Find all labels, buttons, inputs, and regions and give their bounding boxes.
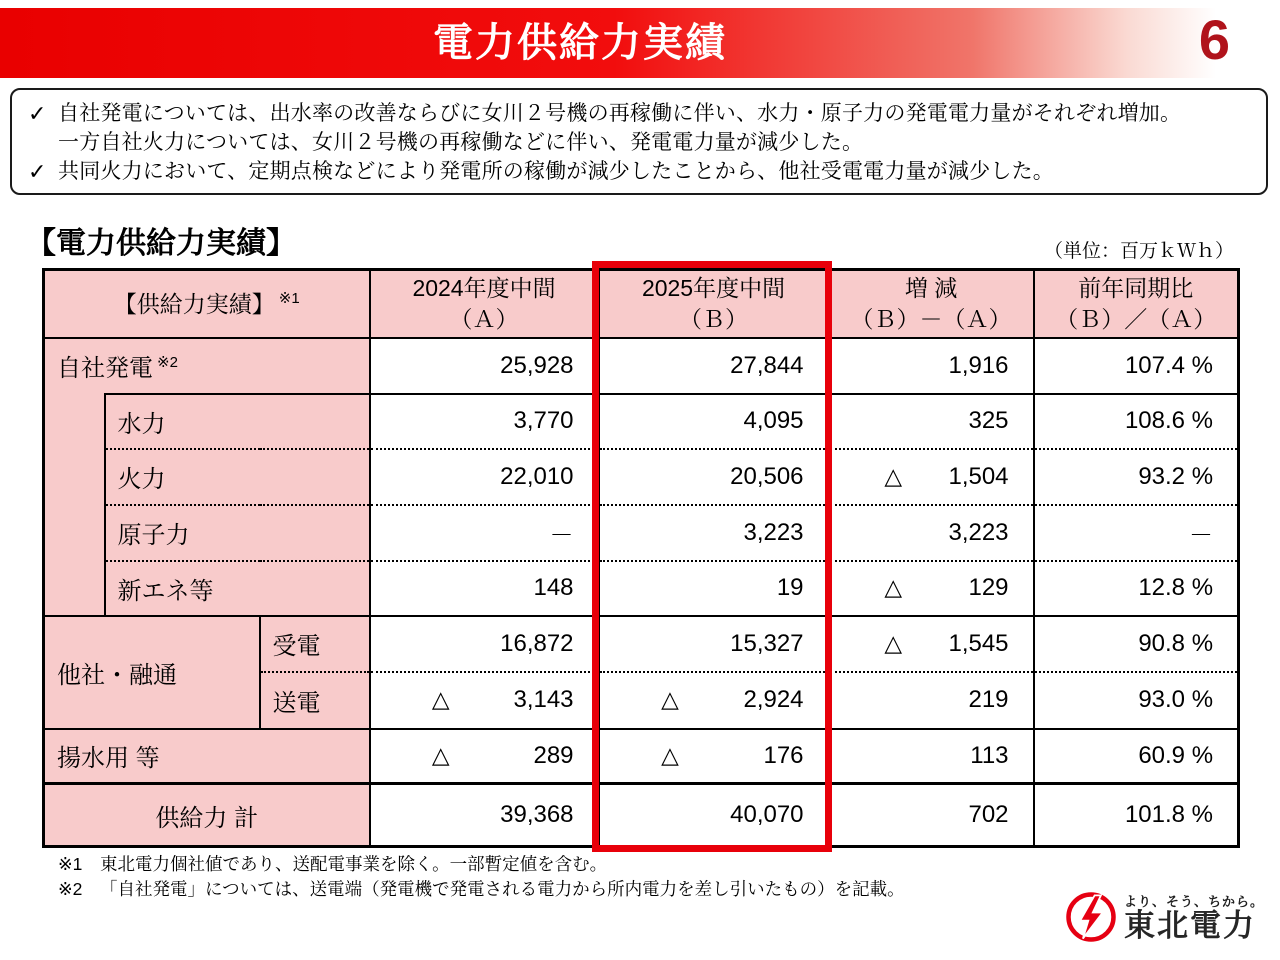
footnote-text: 東北電力個社値であり、送配電事業を除く。一部暫定値を含む。 xyxy=(100,854,608,874)
row-label: 原子力 xyxy=(105,505,370,561)
cell-value: △ 1,545 xyxy=(829,616,1034,672)
footnote-mark: ※2 xyxy=(58,879,83,899)
summary-item xyxy=(28,99,1252,157)
negative-triangle-icon: △ xyxy=(884,462,903,489)
cell-value: 93.2 % xyxy=(1034,449,1239,505)
cell-value: 4,095 xyxy=(599,394,829,449)
row-label: 水力 xyxy=(105,394,370,449)
logo-company-name: 東北電力 xyxy=(1123,908,1256,944)
cell-value: 16,872 xyxy=(370,616,599,672)
header-col-diff: 増 減 （Ｂ）－（Ａ） xyxy=(829,270,1034,338)
cell-value: △ 176 xyxy=(599,729,829,784)
table-total-row xyxy=(44,784,1239,847)
row-label: 自社発電 $^{※2}$ xyxy=(44,338,370,394)
row-group-label: 他社・融通 xyxy=(44,616,260,729)
cell-value: 702 xyxy=(829,784,1034,847)
cell-value: 12.8 % xyxy=(1034,561,1239,616)
row-label: 送電 xyxy=(260,672,370,729)
unit-note: （単位：百万ｋＷｈ） xyxy=(1043,241,1234,262)
row-label: 受電 xyxy=(260,616,370,672)
cell-value: － xyxy=(1034,505,1239,561)
cell-value: 325 xyxy=(829,394,1034,449)
row-label: 火力 xyxy=(105,449,370,505)
negative-triangle-icon: △ xyxy=(661,685,679,712)
cell-value: 113 xyxy=(829,729,1034,784)
footnote xyxy=(58,877,905,902)
company-logo xyxy=(1064,890,1264,944)
cell-value: 15,327 xyxy=(599,616,829,672)
cell-value: 93.0 % xyxy=(1034,672,1239,729)
cell-value: 148 xyxy=(370,561,599,616)
cell-value: － xyxy=(370,505,599,561)
header-col-a: 2024年度中間 （Ａ） xyxy=(370,270,599,338)
summary-text: 自社発電については、出水率の改善ならびに女川２号機の再稼働に伴い、水力・原子力の発電電力量がそれぞれ増加。 xyxy=(58,102,1182,125)
cell-value: △ 3,143 xyxy=(370,672,599,729)
page-title: 電力供給力実績 xyxy=(433,21,727,65)
footnote-ref: ※1 xyxy=(278,289,300,307)
summary-text: 一方自社火力については、女川２号機の再稼働などに伴い、発電電力量が減少した。 xyxy=(58,131,864,154)
negative-triangle-icon: △ xyxy=(431,741,450,768)
table-row xyxy=(44,394,1239,449)
footnote-text: 「自社発電」については、送電端（発電機で発電される電力から所内電力を差し引いたもの）を記載。 xyxy=(100,879,905,899)
cell-value: △ 1,504 xyxy=(829,449,1034,505)
cell-value: 25,928 xyxy=(370,338,599,394)
summary-box xyxy=(10,88,1268,195)
summary-item xyxy=(28,157,1252,186)
negative-triangle-icon: △ xyxy=(661,741,679,768)
cell-value: △ 289 xyxy=(370,729,599,784)
cell-value: 20,506 xyxy=(599,449,829,505)
cell-value: △ 2,924 xyxy=(599,672,829,729)
footnote xyxy=(58,852,905,877)
table-row xyxy=(44,505,1239,561)
header-col-ratio: 前年同期比 （Ｂ）／（Ａ） xyxy=(1034,270,1239,338)
cell-value: 219 xyxy=(829,672,1034,729)
cell-value: 27,844 xyxy=(599,338,829,394)
summary-text: 共同火力において、定期点検などにより発電所の稼働が減少したことから、他社受電電力量が減少した。 xyxy=(58,160,1054,183)
indent-strip xyxy=(44,394,105,616)
cell-value: 22,010 xyxy=(370,449,599,505)
header-banner xyxy=(0,8,1280,78)
row-label: 揚水用 等 xyxy=(44,729,370,784)
page-number: 6 xyxy=(1198,8,1230,71)
table-row xyxy=(44,449,1239,505)
cell-value: 40,070 xyxy=(599,784,829,847)
cell-value: 3,223 xyxy=(599,505,829,561)
cell-value: 60.9 % xyxy=(1034,729,1239,784)
cell-value: △ 129 xyxy=(829,561,1034,616)
negative-triangle-icon: △ xyxy=(884,573,903,600)
header-label-cell: 【供給力実績】 $^{※1}$ xyxy=(44,270,370,338)
table-row xyxy=(44,338,1239,394)
footnote-mark: ※1 xyxy=(58,854,83,874)
cell-value: 1,916 xyxy=(829,338,1034,394)
row-label: 新エネ等 xyxy=(105,561,370,616)
logo-tagline: より、そう、ちから。 xyxy=(1123,894,1264,910)
lightning-circle-icon xyxy=(1064,890,1118,944)
cell-value: 3,770 xyxy=(370,394,599,449)
footnotes xyxy=(58,852,905,902)
cell-value: 107.4 % xyxy=(1034,338,1239,394)
table-header-row xyxy=(44,270,1239,338)
cell-value: 3,223 xyxy=(829,505,1034,561)
table-row xyxy=(44,561,1239,616)
footnote-ref: ※2 xyxy=(157,354,178,371)
cell-value: 108.6 % xyxy=(1034,394,1239,449)
supply-table xyxy=(42,268,1240,848)
cell-value: 101.8 % xyxy=(1034,784,1239,847)
header-col-b: 2025年度中間 （Ｂ） xyxy=(599,270,829,338)
section-title: 【電力供給力実績】 xyxy=(26,227,296,260)
negative-triangle-icon: △ xyxy=(431,685,450,712)
cell-value: 39,368 xyxy=(370,784,599,847)
table-row xyxy=(44,729,1239,784)
cell-value: 19 xyxy=(599,561,829,616)
checkmark-icon: ✓ xyxy=(28,159,47,184)
total-label: 供給力 計 xyxy=(44,784,370,847)
cell-value: 90.8 % xyxy=(1034,616,1239,672)
negative-triangle-icon: △ xyxy=(884,629,903,656)
table-row xyxy=(44,616,1239,672)
checkmark-icon: ✓ xyxy=(28,101,47,126)
